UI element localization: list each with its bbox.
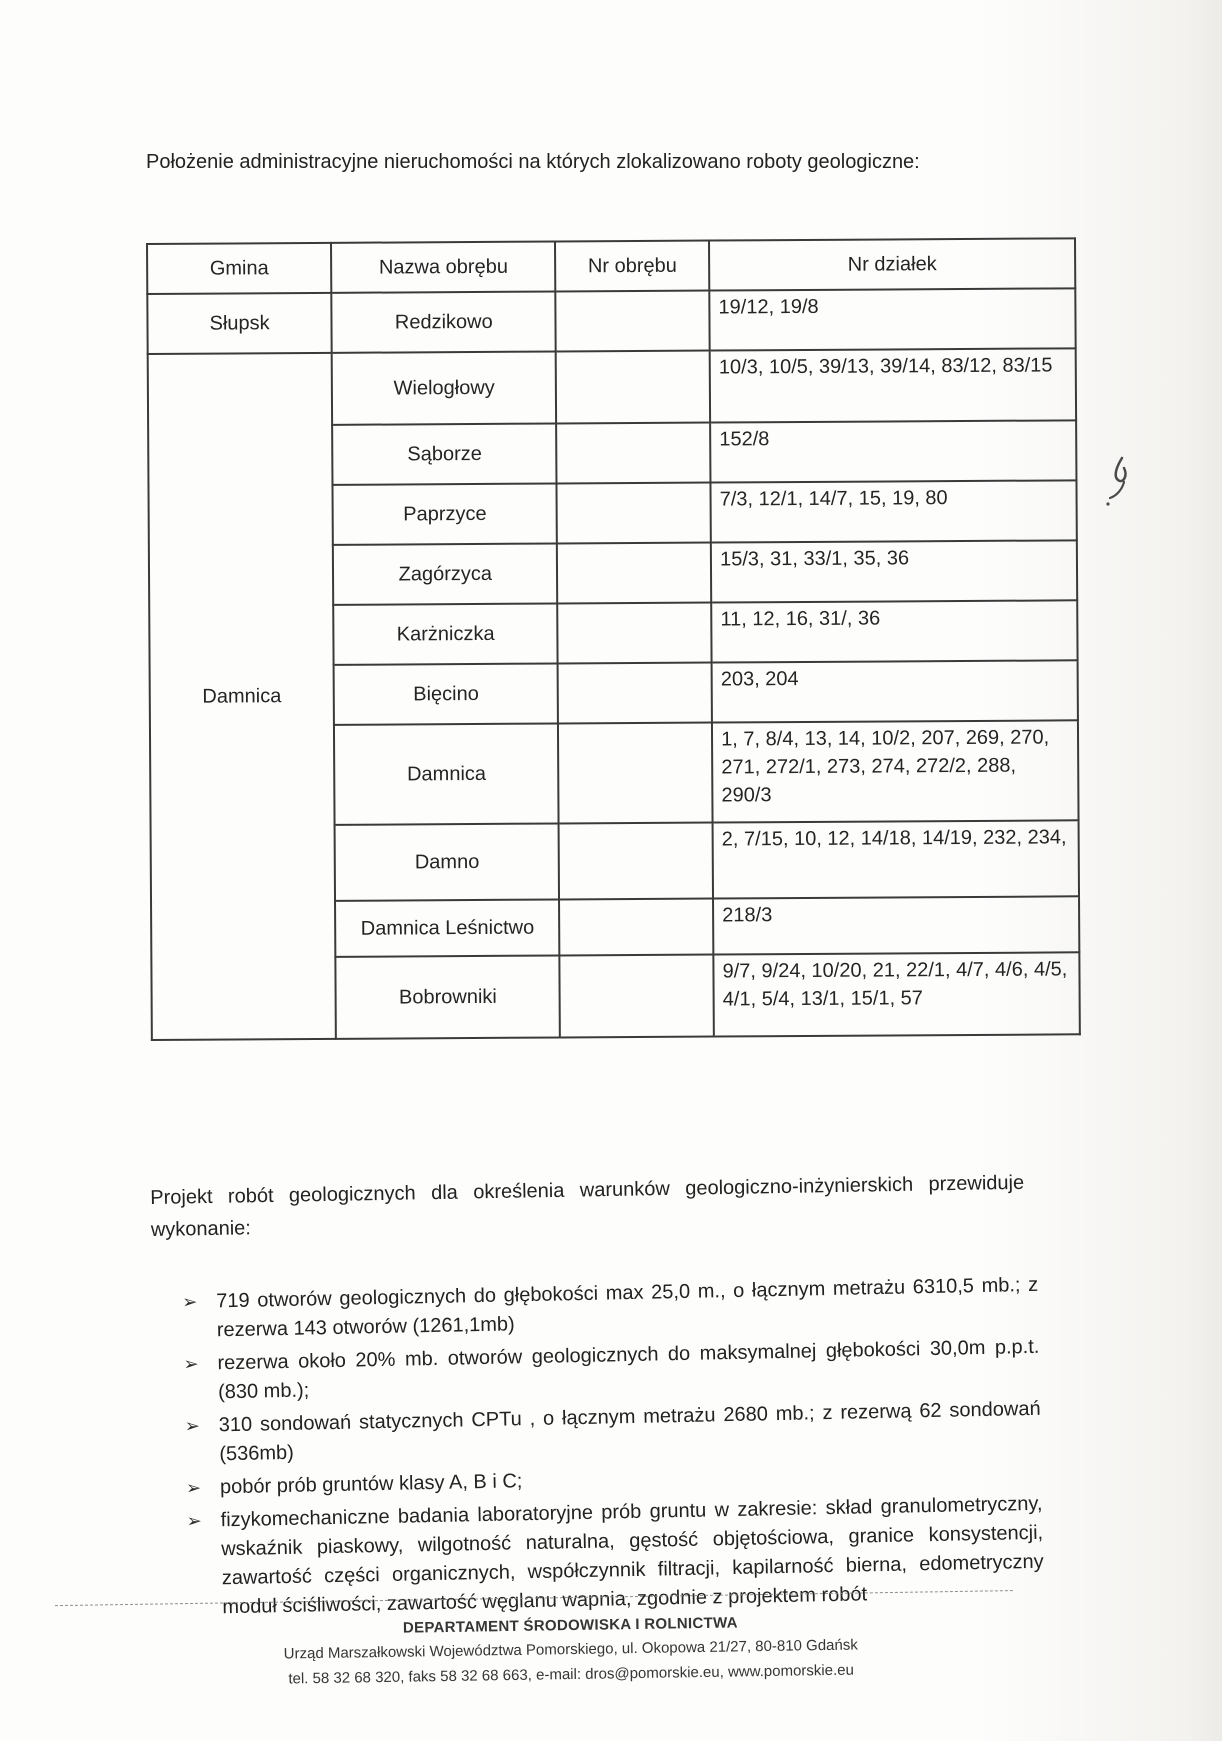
cell-dzialki: 7/3, 12/1, 14/7, 15, 19, 80: [711, 480, 1077, 542]
cell-dzialki: 218/3: [713, 896, 1079, 954]
cell-dzialki: 11, 12, 16, 31/, 36: [711, 600, 1077, 662]
intro-paragraph: Położenie administracyjne nieruchomości na których zlokalizowano roboty geologiczne:: [146, 151, 920, 173]
footer-contact: tel. 58 32 68 320, faks 58 32 68 663, e-mail: dros@pomorskie.eu, www.pomorskie.eu: [288, 1661, 855, 1688]
cell-obreb: Karżniczka: [333, 603, 558, 664]
table-row: [147, 288, 1075, 354]
cell-dzialki: 19/12, 19/8: [709, 288, 1075, 350]
cell-nr-obrebu: [560, 955, 714, 1038]
cell-obreb: Wielogłowy: [332, 351, 557, 424]
arrow-bullet-icon: ➢: [184, 1415, 201, 1436]
cell-nr-obrebu: [557, 543, 711, 604]
location-table: [146, 237, 1081, 1041]
cell-obreb: Bobrowniki: [336, 955, 561, 1038]
header-nr-dzialek: Nr działek: [709, 238, 1075, 290]
cell-obreb: Redzikowo: [331, 291, 556, 352]
cell-obreb: Damnica: [334, 723, 559, 824]
list-item-text: pobór prób gruntów klasy A, B i C;: [219, 1470, 523, 1499]
header-nr-obrebu: Nr obrębu: [555, 241, 709, 292]
bullet-list: [182, 1271, 1045, 1627]
footer-address: Urząd Marszałkowski Województwa Pomorskiego, ul. Okopowa 21/27, 80-810 Gdańsk: [283, 1636, 858, 1663]
cell-dzialki: 203, 204: [712, 660, 1078, 722]
cell-obreb: Sąborze: [332, 423, 557, 484]
cell-nr-obrebu: [558, 723, 712, 824]
projekt-paragraph: Projekt robót geologicznych dla określenia warunków geologiczno-inżynierskich przewiduje wykonanie:: [150, 1171, 1025, 1241]
footer-department: DEPARTAMENT ŚRODOWISKA I ROLNICTWA: [402, 1614, 738, 1637]
cell-dzialki: 1, 7, 8/4, 13, 14, 10/2, 207, 269, 270, 271, 272/1, 273, 274, 272/2, 288, 290/3: [712, 720, 1078, 822]
arrow-bullet-icon: ➢: [185, 1477, 202, 1498]
cell-dzialki: 9/7, 9/24, 10/20, 21, 22/1, 4/7, 4/6, 4/5, 4/1, 5/4, 13/1, 15/1, 57: [713, 952, 1079, 1036]
location-table-wrapper: [146, 237, 1081, 1041]
cell-nr-obrebu: [558, 603, 712, 664]
header-nazwa-obrebu: Nazwa obrębu: [331, 241, 555, 292]
list-item-text: fizykomechaniczne badania laboratoryjne prób gruntu w zakresie: skład granulometryczny, wskaźnik piaskowy, wilgotność naturalna, gęstość objętościowa, granice konsystencji, zawartość części organicznych, współczynnik filtracji, kapilarność bierna, edometryczny moduł ściśliwości, zawartość węglanu wapnia, zgodnie z projektem robót: [220, 1492, 1044, 1619]
cell-nr-obrebu: [556, 291, 710, 352]
cell-gmina-slupsk: Słupsk: [147, 293, 332, 354]
cell-nr-obrebu: [557, 483, 711, 544]
cell-nr-obrebu: [559, 899, 713, 956]
cell-obreb: Zagórzyca: [333, 543, 558, 604]
cell-obreb: Damno: [335, 823, 560, 900]
list-item-text: rezerwa około 20% mb. otworów geologicznych do maksymalnej głębokości 30,0m p.p.t. (830 mb.);: [217, 1335, 1040, 1404]
cell-gmina-damnica: Damnica: [148, 353, 336, 1040]
list-item-text: 310 sondowań statycznych CPTu , o łącznym metrażu 2680 mb.; z rezerwą 62 sondowań (536mb): [218, 1397, 1041, 1466]
cell-nr-obrebu: [556, 351, 710, 424]
cell-dzialki: 152/8: [710, 420, 1076, 482]
arrow-bullet-icon: ➢: [182, 1291, 198, 1312]
arrow-bullet-icon: ➢: [183, 1353, 199, 1374]
cell-obreb: Paprzyce: [333, 483, 558, 544]
cell-dzialki: 2, 7/15, 10, 12, 14/18, 14/19, 232, 234,: [713, 820, 1079, 898]
cell-nr-obrebu: [558, 663, 712, 724]
cell-obreb: Bięcino: [334, 663, 559, 724]
cell-dzialki: 15/3, 31, 33/1, 35, 36: [711, 540, 1077, 602]
cell-obreb: Damnica Leśnictwo: [335, 899, 560, 956]
list-item-text: 719 otworów geologicznych do głębokości max 25,0 m., o łącznym metrażu 6310,5 mb.; z rezerwa 143 otworów (1261,1mb): [216, 1273, 1039, 1342]
arrow-bullet-icon: ➢: [186, 1510, 202, 1531]
header-gmina: Gmina: [147, 243, 331, 294]
table-row: [148, 348, 1076, 426]
cell-dzialki: 10/3, 10/5, 39/13, 39/14, 83/12, 83/15: [710, 348, 1076, 422]
cell-nr-obrebu: [559, 823, 713, 900]
footer-text-block: [0, 1605, 1141, 1696]
document-footer: [0, 1587, 1222, 1697]
handwritten-mark: [1098, 452, 1142, 516]
table-header-row: [147, 238, 1075, 294]
cell-nr-obrebu: [556, 423, 710, 484]
